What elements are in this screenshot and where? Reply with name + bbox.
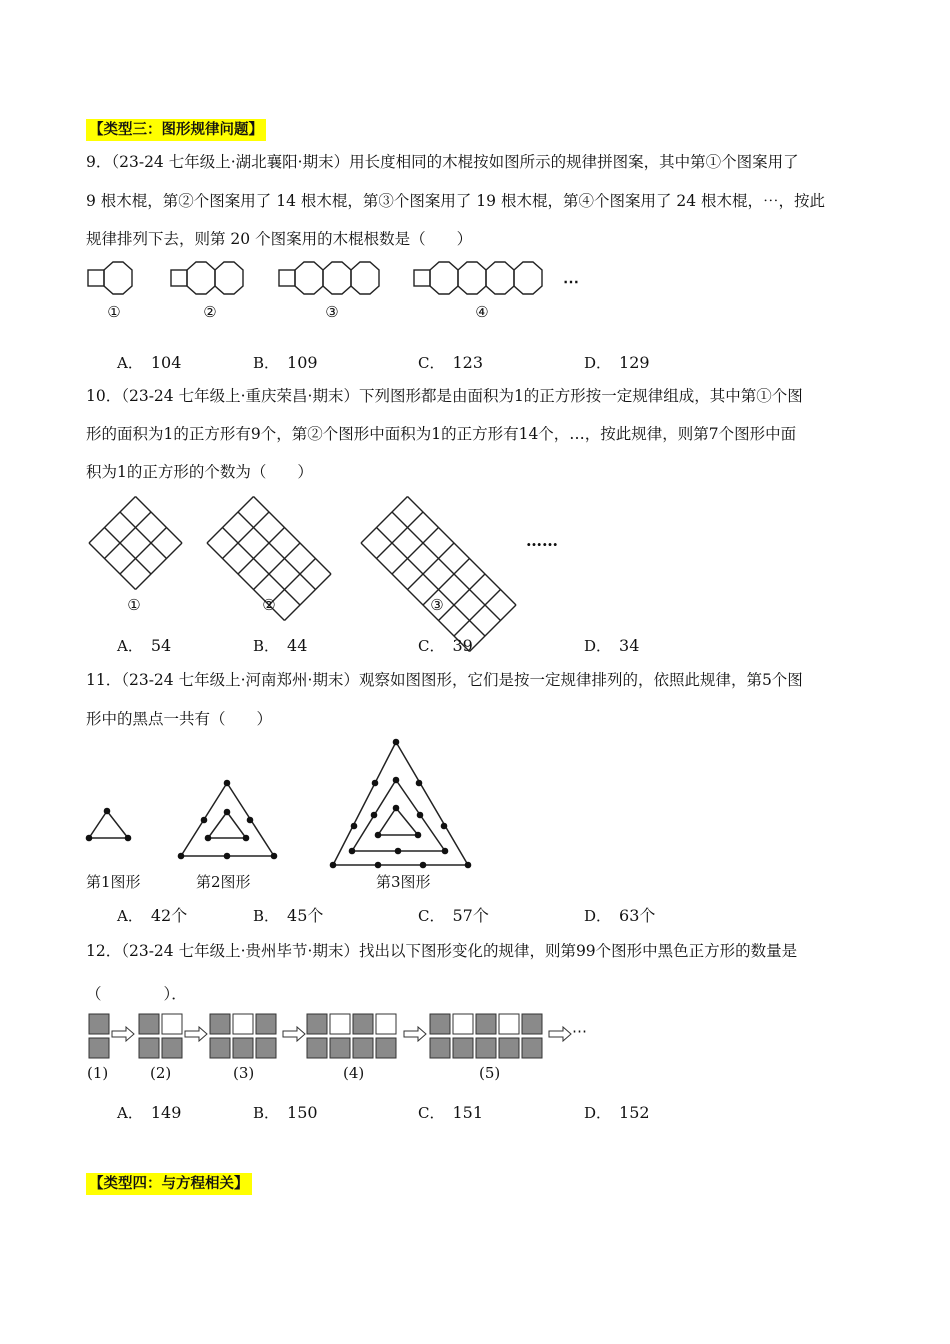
q9-figure-label-4: ④	[475, 303, 489, 321]
q9-ellipsis: ⋯	[563, 272, 579, 291]
q10-option-d[interactable]: D． 34	[584, 636, 640, 655]
q12-figure-label-1: (1)	[87, 1064, 109, 1082]
section-heading-type3: 【类型三：图形规律问题】	[86, 119, 266, 141]
q10-figure-label-2: ②	[262, 596, 276, 614]
q12-arrow-3	[283, 1027, 305, 1041]
q12-text-line1: 12．（23-24 七年级上·贵州毕节·期末）找出以下图形变化的规律，则第99个图形中黑色正方形的数量是	[86, 942, 798, 960]
q12-ellipsis: ⋯	[572, 1022, 587, 1040]
q12-figure-label-5: (5)	[479, 1064, 501, 1082]
q10-option-c[interactable]: C． 39	[418, 636, 473, 655]
q12-arrow-4	[404, 1027, 426, 1041]
q12-option-c[interactable]: C． 151	[418, 1103, 484, 1122]
q11-option-c[interactable]: C． 57个	[418, 906, 489, 925]
q12-pattern-1	[89, 1014, 109, 1058]
q9-option-b[interactable]: B． 109	[253, 353, 318, 372]
q12-pattern-2	[139, 1014, 182, 1058]
q10-ellipsis: ……	[526, 531, 558, 550]
q12-pattern-5	[430, 1014, 542, 1058]
q11-text-line1: 11．（23-24 七年级上·河南郑州·期末）观察如图图形，它们是按一定规律排列的，依照此规律，第5个图	[86, 671, 803, 689]
q11-option-d[interactable]: D． 63个	[584, 906, 656, 925]
q9-text-line3: 规律排列下去，则第 20 个图案用的木棍根数是（ ）	[86, 230, 473, 248]
q10-text-line2: 形的面积为1的正方形有9个，第②个图形中面积为1的正方形有14个，…，按此规律，则第7个图形中面	[86, 425, 797, 443]
q12-option-a[interactable]: A． 149	[117, 1103, 182, 1122]
q12-figure-label-3: (3)	[233, 1064, 255, 1082]
q11-figure-label-2: 第2图形	[196, 873, 251, 891]
q10-option-a[interactable]: A． 54	[117, 636, 172, 655]
q12-arrow-2	[185, 1027, 207, 1041]
q12-arrow-5	[549, 1027, 571, 1041]
q9-option-a[interactable]: A． 104	[117, 353, 182, 372]
q10-text-line1: 10．（23-24 七年级上·重庆荣昌·期末）下列图形都是由面积为1的正方形按一定规律组成，其中第①个图	[86, 387, 803, 405]
q10-text-line3: 积为1的正方形的个数为（ ）	[86, 463, 313, 481]
q9-figure-label-2: ②	[203, 303, 217, 321]
q10-figure-label-1: ①	[127, 596, 141, 614]
q10-figure-label-3: ③	[430, 596, 444, 614]
q9-figure-label-1: ①	[107, 303, 121, 321]
q12-pattern-3	[210, 1014, 276, 1058]
q10-option-b[interactable]: B． 44	[253, 636, 308, 655]
q12-option-b[interactable]: B． 150	[253, 1103, 318, 1122]
q9-text-line2: 9 根木棍，第②个图案用了 14 根木棍，第③个图案用了 19 根木棍，第④个图案用了 24 根木棍，⋯，按此	[86, 192, 826, 210]
q9-text-line1: 9．（23-24 七年级上·湖北襄阳·期末）用长度相同的木棍按如图所示的规律拼图案，其中第①个图案用了	[86, 153, 799, 171]
q12-arrow-1	[112, 1027, 134, 1041]
q9-option-c[interactable]: C． 123	[418, 353, 484, 372]
q11-figure-label-1: 第1图形	[86, 873, 141, 891]
q9-option-d[interactable]: D． 129	[584, 353, 650, 372]
q12-figure-label-2: (2)	[150, 1064, 172, 1082]
q11-figure-label-3: 第3图形	[376, 873, 431, 891]
q9-figure-label-3: ③	[325, 303, 339, 321]
q12-option-d[interactable]: D． 152	[584, 1103, 650, 1122]
q11-option-a[interactable]: A． 42个	[117, 906, 188, 925]
q11-text-line2: 形中的黑点一共有（ ）	[86, 710, 273, 728]
q12-pattern-4	[307, 1014, 396, 1058]
q11-option-b[interactable]: B． 45个	[253, 906, 324, 925]
section-heading-type4: 【类型四：与方程相关】	[86, 1173, 252, 1195]
q12-text-line2: （ ）．	[86, 985, 187, 1003]
q12-figure-label-4: (4)	[343, 1064, 365, 1082]
